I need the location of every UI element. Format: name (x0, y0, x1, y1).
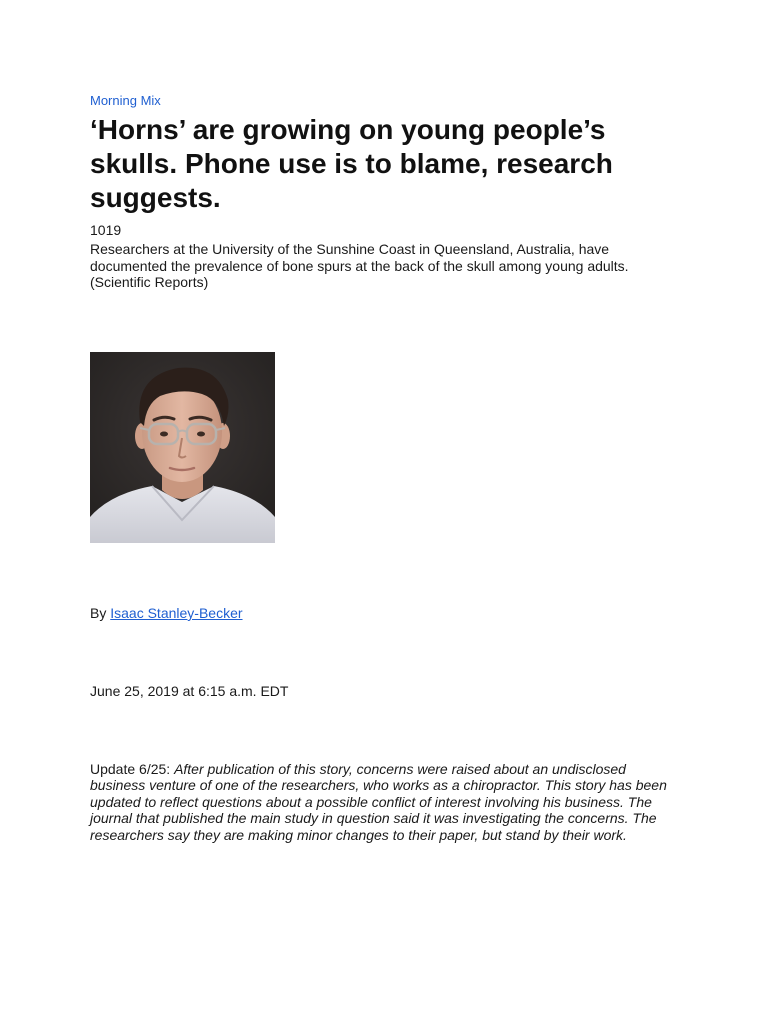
photo-caption: Researchers at the University of the Sunshine Coast in Queensland, Australia, have documented the prevalence of bone spurs at the back of the skull among young adults. (Scientific Reports) (90, 241, 629, 290)
update-note (90, 761, 670, 843)
author-link[interactable]: Isaac Stanley-Becker (110, 605, 243, 621)
byline (90, 605, 243, 622)
headline: ‘Horns’ are growing on young people’s skulls. Phone use is to blame, research suggests. (90, 114, 613, 213)
update-label: Update 6/25: (90, 761, 175, 777)
byline-prefix: By (90, 605, 111, 621)
update-text: After publication of this story, concerns were raised about an undisclosed business venture of one of the researchers, who works as a chiropractor. This story has been updated to reflect questions about a possible conflict of interest involving his business. The journal that published the main study in question said it was investigating the concerns. The researchers say they are making minor changes to their paper, but stand by their work. (90, 761, 667, 843)
section-link[interactable]: Morning Mix (90, 93, 161, 108)
publish-date: June 25, 2019 at 6:15 a.m. EDT (90, 683, 289, 699)
comment-count: 1019 (90, 222, 122, 238)
author-photo (90, 352, 275, 543)
